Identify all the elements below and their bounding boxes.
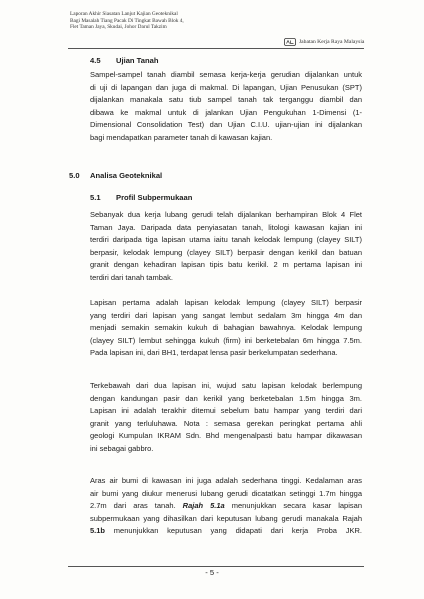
- section-heading-5-0: [69, 171, 162, 181]
- text-line: Aras air bumi di kawasan ini juga adalah sederhana tinggi. Kedalaman aras: [90, 476, 362, 485]
- section-heading-4-5: [90, 56, 158, 66]
- text-line: Dimensional Consolidation Test) dan Ujian C.I.U. ujian-ujian ini dijalankan: [90, 120, 362, 130]
- text-line: air bumi yang diukur menerusi lubang gerudi dicatatkan setinggi 1.7m hingga: [90, 488, 362, 498]
- text-line: dibawa ke makmal untuk di jalankan Ujian Pengukuhan 1-Dimensi (1-: [90, 107, 362, 117]
- text-line: Lapisan pertama adalah lapisan kelodak lempung (clayey SILT) berpasir: [90, 298, 362, 307]
- text-line: di uji di lapangan dan juga di makmal. Di lapangan, Ujian Penusukan (SPT): [90, 82, 362, 92]
- text-line: yang terdiri dari lapisan yang sangat lembut sedalam 3m hingga 4m dan: [90, 310, 362, 320]
- text-line: geologi Kumpulan IKRAM Sdn. Bhd mengenalpasti batu hampar dikawasan: [90, 431, 362, 441]
- text-line: granit dengan kehadiran lapisan tipis batu kerikil. 2 m pertama lapisan ini: [90, 260, 362, 270]
- text-line: ini sebagai gabbro.: [90, 443, 154, 453]
- text-line: dijalankan manakala satu tiub sampel tanah tak terganggu diambil dan: [90, 95, 362, 105]
- page-number: - 5 -: [205, 568, 219, 577]
- text-line: berpasir, kelodak lempung (clayey SILT) berpasir dengan kerikil dan batuan: [90, 247, 362, 257]
- paragraph-first-layer: [90, 297, 362, 360]
- text-line: Pada lapisan ini, dari BH1, terdapat lensa pasir berkelumpatan sederhana.: [90, 348, 338, 358]
- paragraph-soil-tests: [90, 69, 362, 144]
- figure-reference: Rajah 5.1a: [182, 501, 225, 511]
- paragraph-lithology: [90, 209, 362, 284]
- figure-reference: 5.1b: [90, 526, 106, 536]
- jkr-logo-icon: [284, 38, 296, 46]
- text-line: bagi mendapatkan parameter tanah di kawasan kajian.: [90, 132, 273, 142]
- paragraph-groundwater: [90, 475, 362, 538]
- text-line: terdiri daripada tiga lapisan utama iaitu tanah kelodak lempung (clayey SILT): [90, 235, 362, 245]
- section-title: Ujian Tanah: [116, 56, 159, 65]
- text-line: dengan kandungan pasir dan kerikil yang berketebalan 1.5m hingga 3m.: [90, 393, 362, 403]
- text-line: Sebanyak dua kerja lubang gerudi telah dijalankan berhampiran Blok 4 Flet: [90, 210, 362, 219]
- text-line: granit yang terluluhawa. Nota : semasa gerekan peringkat pertama ahli: [90, 418, 362, 428]
- text-line: menjadi semakin semakin kukuh di bahagian bawahnya. Kelodak lempung: [90, 323, 362, 333]
- header-line: Flet Taman Jaya, Skudai, Johor Darul Takzim: [70, 24, 167, 31]
- header-line: Bagi Masalah Tiang Pacak Di Tingkat Bawah Blok 4,: [70, 17, 184, 24]
- text-line: [90, 525, 362, 538]
- agency-name: Jabatan Kerja Raya Malaysia: [299, 39, 365, 45]
- paragraph-lower-layers: [90, 380, 362, 455]
- text-run: 2.7m dari aras tanah.: [90, 501, 183, 511]
- text-line: [90, 500, 362, 513]
- section-title: Analisa Geoteknikal: [90, 171, 163, 180]
- footer-divider: [68, 566, 364, 567]
- section-title: Profil Subpermukaan: [116, 193, 193, 202]
- text-run: menunjukkan keputusan yang didapati dari kerja Proba JKR.: [105, 526, 362, 536]
- report-header-title: [70, 11, 270, 31]
- text-line: Sampel-sampel tanah diambil semasa kerja-kerja gerudian dijalankan untuk: [90, 70, 362, 79]
- text-line: Lapisan ini adalah terakhir ditemui sebelum batu hampar yang terdiri dari: [90, 406, 362, 416]
- text-line: Taman Jaya. Daripada data penyiasatan tanah, litologi kawasan kajian ini: [90, 222, 362, 232]
- text-line: terdiri dari tanah tambak.: [90, 272, 173, 282]
- text-line: (clayey SILT) lembut sehingga kukuh (firm) ini berketebalan 6m hingga 7.5m.: [90, 335, 362, 345]
- header-divider: [68, 48, 364, 49]
- section-number: 5.0: [69, 171, 80, 180]
- section-heading-5-1: [90, 193, 192, 203]
- text-line: Terkebawah dari dua lapisan ini, wujud satu lapisan kelodak berlempung: [90, 381, 362, 390]
- text-run: menunjukkan secara kasar lapisan: [224, 501, 362, 511]
- header-line: Laporan Akhir Siasatan Lanjut Kajian Geoteknikal: [70, 11, 178, 17]
- section-number: 4.5: [90, 56, 101, 65]
- section-number: 5.1: [90, 193, 101, 202]
- text-line: subpermukaan yang dihasilkan dari keputusan lubang gerudi manakala Rajah: [90, 513, 362, 523]
